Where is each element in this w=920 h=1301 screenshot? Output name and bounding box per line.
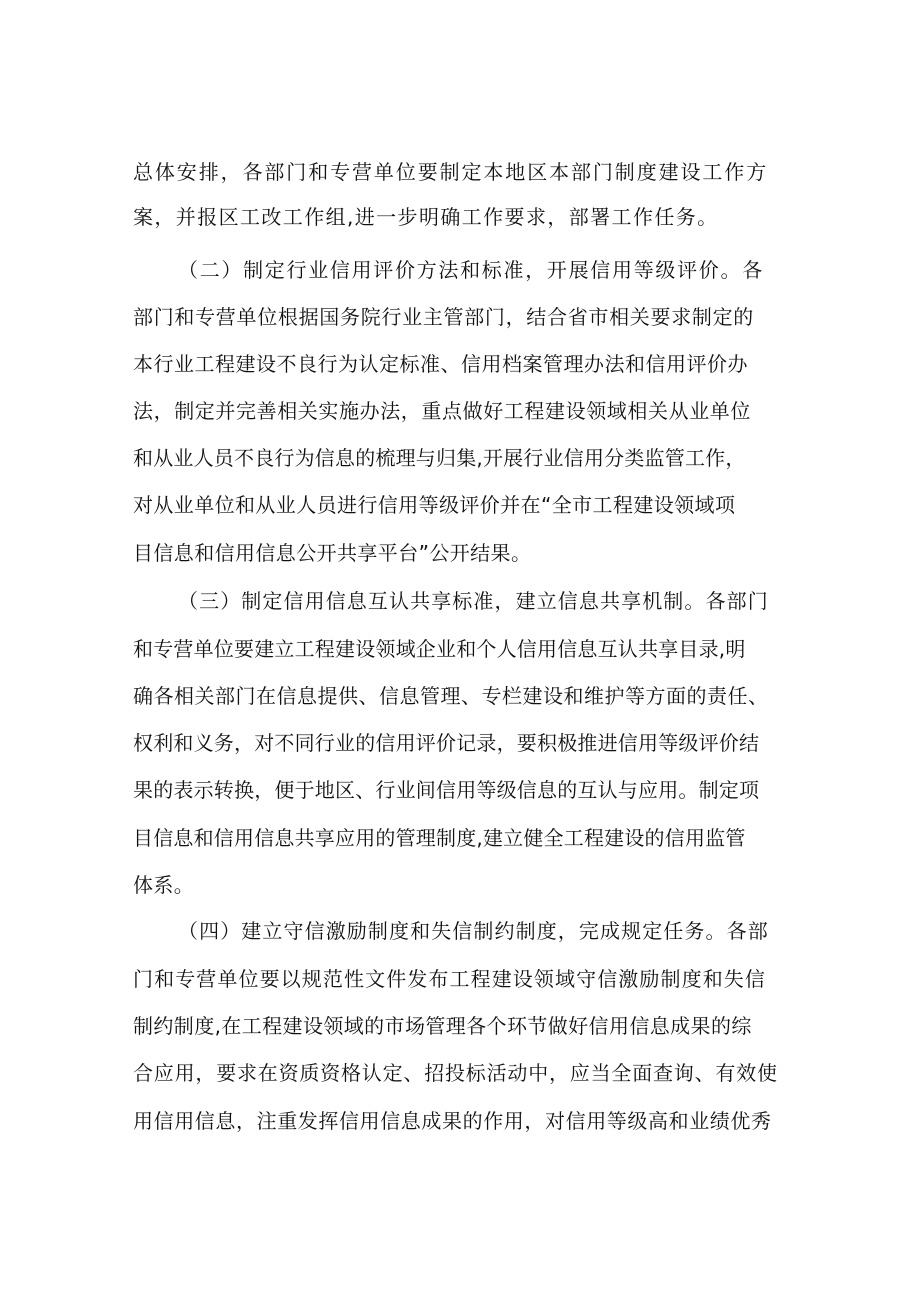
- section-2-line-5: 和从业人员不良行为信息的梳理与归集,开展行业信用分类监管工作，: [133, 446, 746, 470]
- section-2-line-6: 对从业单位和从业人员进行信用等级评价并在“全市工程建设领域项: [133, 493, 736, 517]
- section-3-line-5: 果的表示转换，便于地区、行业间信用等级信息的互认与应用。制定项: [133, 778, 760, 802]
- section-4-heading-line: （四）建立守信激励制度和失信制约制度，完成规定任务。各部: [178, 919, 769, 943]
- section-2-heading-line: （二）制定行业信用评价方法和标准，开展信用等级评价。各: [178, 258, 764, 282]
- section-3-line-4: 权利和义务，对不同行业的信用评价记录，要积极推进信用等级评价结: [133, 731, 760, 755]
- section-2-line-3: 本行业工程建设不良行为认定标准、信用档案管理办法和信用评价办: [133, 352, 748, 376]
- paragraph-intro-line-1: 总体安排，各部门和专营单位要制定本地区本部门制度建设工作方: [133, 160, 769, 184]
- section-3-line-2: 和专营单位要建立工程建设领域企业和个人信用信息互认共享目录,明: [133, 637, 746, 661]
- section-3-line-7: 体系。: [133, 873, 195, 897]
- section-4-line-2: 门和专营单位要以规范性文件发布工程建设领域守信激励制度和失信: [133, 967, 766, 991]
- section-4-line-4: 合应用，要求在资质资格认定、招投标活动中，应当全面查询、有效使: [133, 1061, 778, 1085]
- section-4-line-3: 制约制度,在工程建设领域的市场管理各个环节做好信用信息成果的综: [133, 1014, 752, 1038]
- paragraph-intro-line-2: 案，并报区工改工作组,进一步明确工作要求，部署工作任务。: [133, 205, 719, 229]
- section-2-line-7: 目信息和信用信息公开共享平台”公开结果。: [133, 541, 532, 565]
- section-2-line-2: 部门和专营单位根据国务院行业主管部门，结合省市相关要求制定的: [133, 305, 754, 329]
- section-2-line-4: 法，制定并完善相关实施办法，重点做好工程建设领域相关从业单位: [133, 399, 751, 423]
- section-3-line-6: 目信息和信用信息共享应用的管理制度,建立健全工程建设的信用监管: [133, 826, 746, 850]
- section-3-heading-line: （三）制定信用信息互认共享标准，建立信息共享机制。各部门: [178, 589, 769, 613]
- section-3-line-3: 确各相关部门在信息提供、信息管理、专栏建设和维护等方面的责任、: [133, 684, 769, 708]
- section-4-line-5: 用信用信息，注重发挥信用信息成果的作用，对信用等级高和业绩优秀: [133, 1109, 772, 1133]
